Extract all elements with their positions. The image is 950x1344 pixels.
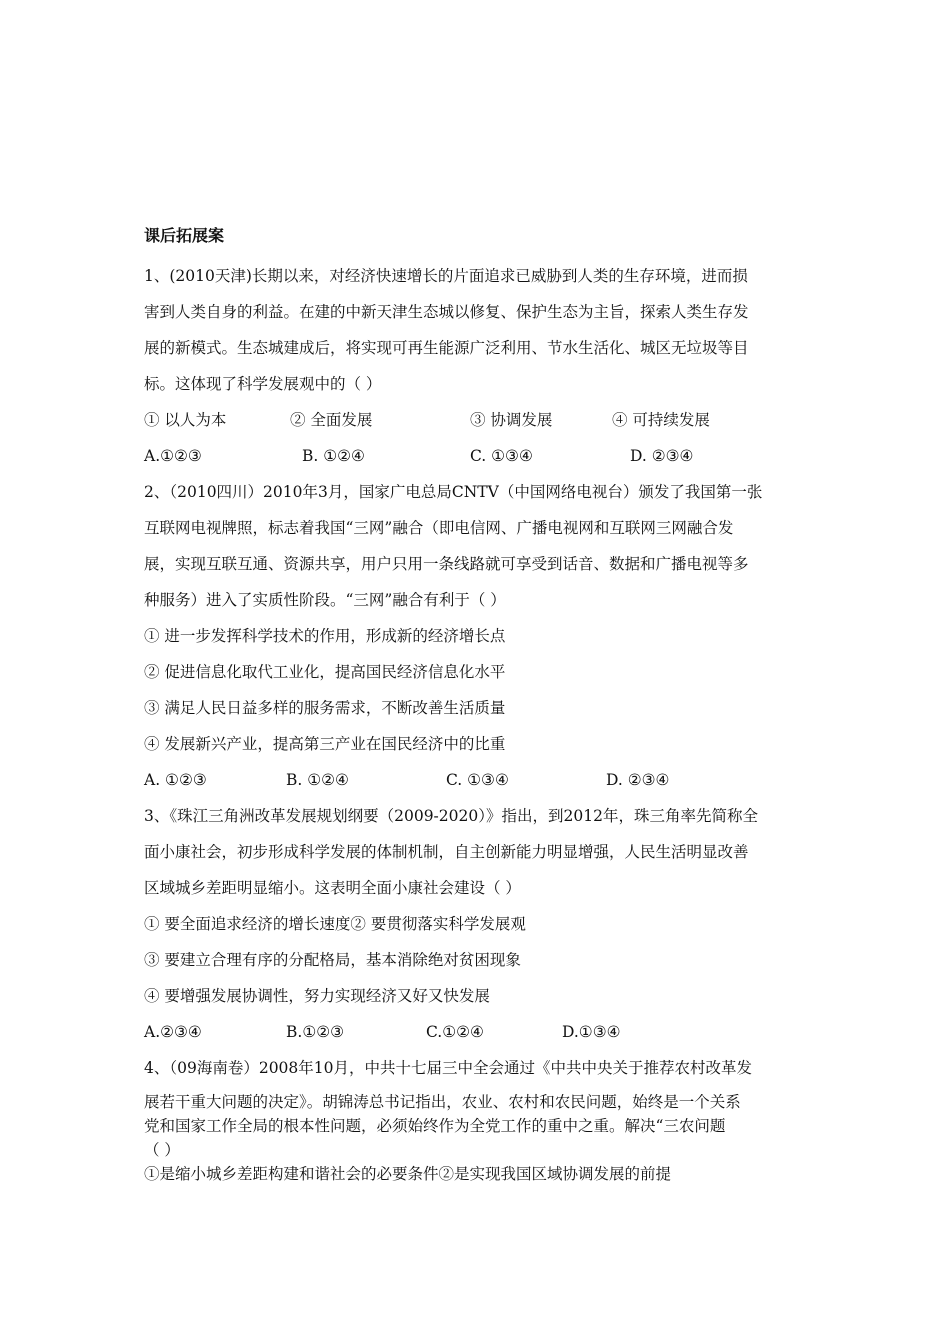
answer-choice: D. ②③④ <box>630 447 694 465</box>
answer-choice: C. ①③④ <box>470 447 533 465</box>
statement-item: ④ 发展新兴产业，提高第三产业在国民经济中的比重 <box>144 735 506 753</box>
question-text-line: 4、（09海南卷）2008年10月，中共十七届三中全会通过《中共中央关于推荐农村改革发 <box>144 1059 753 1077</box>
answer-choice: C.①②④ <box>426 1023 484 1041</box>
question-text-line: 1、(2010天津)长期以来，对经济快速增长的片面追求已威胁到人类的生存环境，进而损 <box>144 267 748 285</box>
question-text-line: 2、（2010四川）2010年3月，国家广电总局CNTV（中国网络电视台）颁发了我国第一张 <box>144 483 763 501</box>
answer-choices <box>144 438 824 474</box>
answer-choices <box>144 762 824 798</box>
statement-item: ④ 要增强发展协调性，努力实现经济又好又快发展 <box>144 987 490 1005</box>
question-text-line: 展，实现互联互通、资源共享，用户只用一条线路就可享受到话音、数据和广播电视等多 <box>144 555 749 573</box>
question-2 <box>144 474 824 798</box>
question-text-line: （ ） <box>144 1141 180 1159</box>
statement-item: ③ 满足人民日益多样的服务需求，不断改善生活质量 <box>144 699 506 717</box>
answer-choices <box>144 1014 824 1050</box>
question-text-line: 种服务）进入了实质性阶段。“三网”融合有利于（ ） <box>144 591 506 609</box>
statement-item: ③ 协调发展 <box>470 411 553 429</box>
answer-choice: C. ①③④ <box>446 771 509 789</box>
question-4 <box>144 1050 824 1186</box>
question-text-line: 互联网电视牌照，标志着我国“三网”融合（即电信网、广播电视网和互联网三网融合发 <box>144 519 734 537</box>
answer-choice: A.①②③ <box>144 447 202 465</box>
question-3 <box>144 798 824 1050</box>
document-content <box>144 224 824 1186</box>
answer-choice: A. ①②③ <box>144 771 207 789</box>
question-text-line: 害到人类自身的利益。在建的中新天津生态城以修复、保护生态为主旨，探索人类生存发 <box>144 303 749 321</box>
statement-item: ①是缩小城乡差距构建和谐社会的必要条件②是实现我国区域协调发展的前提 <box>144 1165 672 1183</box>
question-text-line: 面小康社会，初步形成科学发展的体制机制，自主创新能力明显增强，人民生活明显改善 <box>144 843 749 861</box>
question-text-line: 标。这体现了科学发展观中的（ ） <box>144 375 382 393</box>
section-heading: 课后拓展案 <box>144 226 225 245</box>
answer-choice: B.①②③ <box>286 1023 345 1041</box>
question-text-line: 区域城乡差距明显缩小。这表明全面小康社会建设（ ） <box>144 879 521 897</box>
statement-item: ② 全面发展 <box>290 411 373 429</box>
question-text-line: 3、《珠江三角洲改革发展规划纲要（2009-2020）》指出，到2012年，珠三角率先简称全 <box>144 807 758 825</box>
statement-item: ① 要全面追求经济的增长速度② 要贯彻落实科学发展观 <box>144 915 526 933</box>
question-1 <box>144 258 824 474</box>
statement-item: ① 进一步发挥科学技术的作用，形成新的经济增长点 <box>144 627 506 645</box>
statement-item: ③ 要建立合理有序的分配格局，基本消除绝对贫困现象 <box>144 951 521 969</box>
answer-choice: D.①③④ <box>562 1023 621 1041</box>
question-text-line: 展若干重大问题的决定》。胡锦涛总书记指出，农业、农村和农民问题，始终是一个关系 <box>144 1093 741 1111</box>
statement-item: ② 促进信息化取代工业化，提高国民经济信息化水平 <box>144 663 506 681</box>
answer-choice: A.②③④ <box>144 1023 202 1041</box>
answer-choice: B. ①②④ <box>302 447 365 465</box>
answer-choice: D. ②③④ <box>606 771 670 789</box>
answer-choice: B. ①②④ <box>286 771 349 789</box>
statement-item: ① 以人为本 <box>144 411 227 429</box>
statement-options <box>144 402 824 438</box>
statement-item: ④ 可持续发展 <box>612 411 710 429</box>
question-text-line: 展的新模式。生态城建成后，将实现可再生能源广泛利用、节水生活化、城区无垃圾等目 <box>144 339 749 357</box>
question-text-line: 党和国家工作全局的根本性问题，必须始终作为全党工作的重中之重。解决“三农问题 <box>144 1117 726 1135</box>
